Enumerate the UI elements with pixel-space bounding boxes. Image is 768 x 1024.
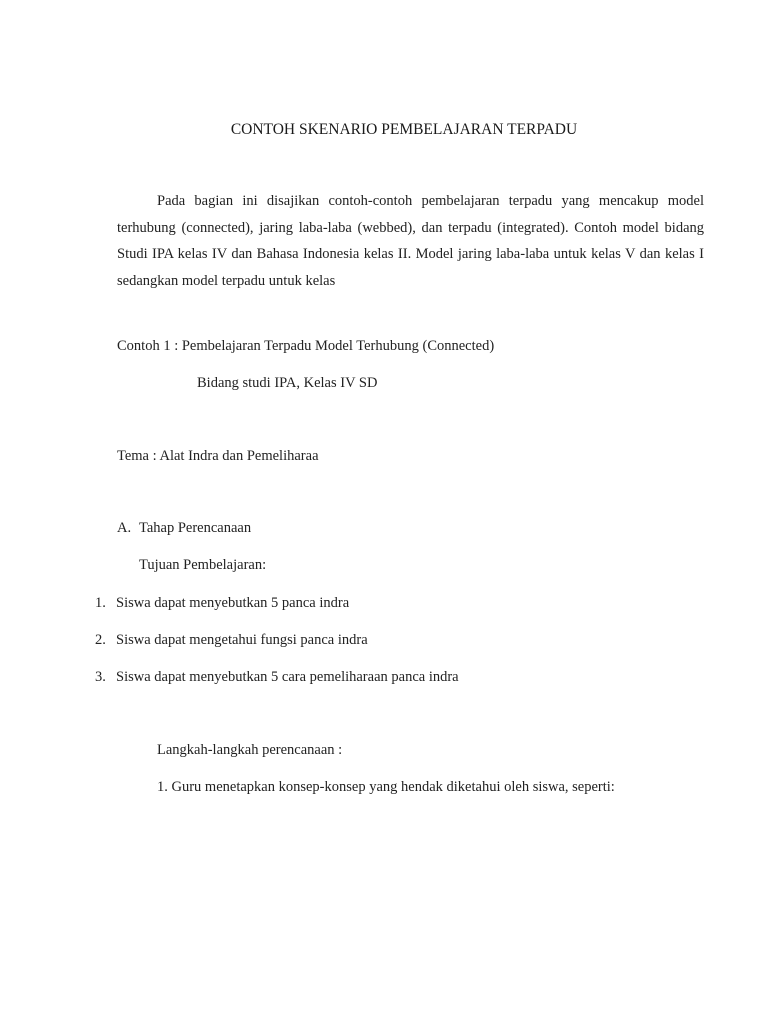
intro-paragraph	[117, 188, 704, 294]
list-item-number: 2.	[95, 632, 106, 648]
example-heading: Contoh 1 : Pembelajaran Terpadu Model Terhubung (Connected)	[117, 338, 495, 354]
list-item: Siswa dapat mengetahui fungsi panca indra	[116, 632, 368, 648]
list-item-number: 1.	[95, 595, 106, 611]
list-item-number: 3.	[95, 669, 106, 685]
step-item: 1. Guru menetapkan konsep-konsep yang hendak diketahui oleh siswa, seperti:	[157, 779, 615, 795]
theme-line: Tema : Alat Indra dan Pemeliharaa	[117, 448, 319, 464]
document-title: CONTOH SKENARIO PEMBELAJARAN TERPADU	[230, 121, 578, 138]
objectives-heading: Tujuan Pembelajaran:	[139, 557, 267, 573]
steps-heading: Langkah-langkah perencanaan :	[157, 742, 343, 758]
section-a-label: Tahap Perencanaan	[139, 520, 252, 536]
list-item: Siswa dapat menyebutkan 5 cara pemeliharaan panca indra	[116, 669, 459, 685]
example-subheading: Bidang studi IPA, Kelas IV SD	[197, 375, 378, 391]
intro-text: Pada bagian ini disajikan contoh-contoh pembelajaran terpadu yang mencakup model terhubung (connected), jaring laba-laba (webbed), dan terpadu (integrated). Contoh model bidang Studi IPA kelas IV dan Bahasa Indonesia kelas II. Model jaring laba-laba untuk kelas V dan kelas I sedangkan model terpadu untuk kelas	[117, 193, 704, 289]
section-a-marker: A.	[117, 520, 132, 536]
list-item: Siswa dapat menyebutkan 5 panca indra	[116, 595, 350, 611]
